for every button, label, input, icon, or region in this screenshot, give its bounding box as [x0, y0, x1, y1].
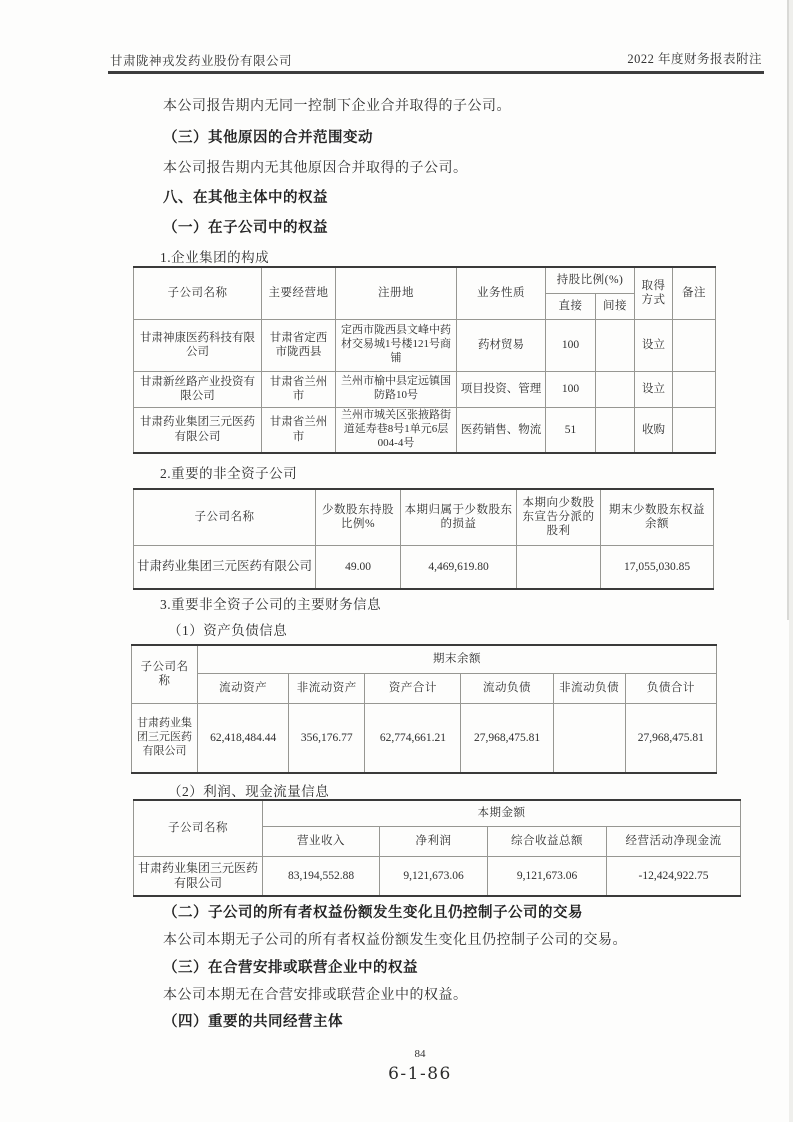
column-header-comprehensive-income: 综合收益总额	[488, 826, 607, 856]
scan-edge-shade	[789, 0, 793, 1122]
heading-important-non-wholly-owned: 2.重要的非全资子公司	[160, 466, 298, 481]
column-header-total-liabilities: 负债合计	[625, 673, 716, 703]
cell-non-current-assets: 356,176.77	[289, 703, 365, 773]
cell-registered-place: 兰州市榆中县定远镇国防路10号	[336, 371, 457, 407]
cell-minority-ratio: 49.00	[316, 545, 401, 589]
table-row	[132, 703, 717, 773]
cell-acquire-method: 设立	[635, 371, 673, 407]
cell-comprehensive-income: 9,121,673.06	[488, 856, 607, 896]
cell-net-profit: 9,121,673.06	[380, 856, 488, 896]
table-row	[134, 545, 714, 589]
column-header-remark: 备注	[673, 267, 716, 319]
column-header-non-current-assets: 非流动资产	[289, 673, 365, 703]
table-row	[134, 371, 716, 407]
paragraph-no-other-reason: 本公司报告期内无其他原因合并取得的子公司。	[163, 161, 468, 176]
heading-asset-liability-info: （1）资产负债信息	[168, 623, 288, 638]
cell-main-place: 甘肃省兰州市	[262, 371, 336, 407]
header-company-name: 甘肃陇神戎发药业股份有限公司	[110, 54, 293, 68]
cell-indirect-ratio	[596, 371, 635, 407]
paragraph-no-same-control-merger: 本公司报告期内无同一控制下企业合并取得的子公司。	[163, 99, 511, 114]
cell-subsidiary-name: 甘肃药业集团三元医药有限公司	[132, 703, 198, 773]
heading-equity-share-change: （二）子公司的所有者权益份额发生变化且仍控制子公司的交易	[163, 905, 583, 921]
cell-business-nature: 药材贸易	[457, 319, 546, 371]
table-row	[134, 856, 741, 896]
cell-remark	[673, 407, 716, 453]
column-header-registered-place: 注册地	[336, 267, 457, 319]
cell-subsidiary-name: 甘肃神康医药科技有限公司	[134, 319, 262, 371]
cell-registered-place: 兰州市城关区张掖路街道延寿巷8号1单元6层004-4号	[336, 407, 457, 453]
table-non-wholly-owned	[133, 488, 714, 590]
heading-profit-cashflow-info: （2）利润、现金流量信息	[168, 784, 330, 799]
column-header-net-profit: 净利润	[380, 826, 488, 856]
cell-current-assets: 62,418,484.44	[198, 703, 289, 773]
column-header-main-place: 主要经营地	[262, 267, 336, 319]
column-header-shareholding-ratio: 持股比例(%)	[546, 267, 635, 293]
table-header-row	[134, 800, 741, 826]
cell-operating-cashflow: -12,424,922.75	[607, 856, 741, 896]
column-header-minority-ratio: 少数股东持股比例%	[316, 489, 401, 545]
cell-indirect-ratio	[596, 407, 635, 453]
table-header-row	[132, 645, 717, 673]
cell-main-place: 甘肃省兰州市	[262, 407, 336, 453]
cell-minority-equity: 17,055,030.85	[601, 545, 714, 589]
table-row	[134, 319, 716, 371]
column-header-minority-dividend: 本期向少数股东宣告分派的股利	[517, 489, 601, 545]
column-header-total-assets: 资产合计	[365, 673, 461, 703]
paragraph-no-joint-arrangement: 本公司本期无在合营安排或联营企业中的权益。	[163, 988, 468, 1003]
cell-direct-ratio: 51	[546, 407, 596, 453]
cell-subsidiary-name: 甘肃药业集团三元医药有限公司	[134, 407, 262, 453]
column-group-current-amount: 本期金额	[263, 800, 741, 826]
cell-current-liabilities: 27,968,475.81	[461, 703, 553, 773]
cell-remark	[673, 371, 716, 407]
cell-direct-ratio: 100	[546, 371, 596, 407]
table-group-composition	[133, 266, 716, 454]
column-header-subsidiary: 子公司名称	[132, 645, 198, 703]
table-header-row	[134, 489, 714, 545]
cell-indirect-ratio	[596, 319, 635, 371]
column-header-revenue: 营业收入	[263, 826, 380, 856]
header-rule	[108, 71, 764, 74]
cell-minority-dividend	[517, 545, 601, 589]
column-header-acquire-method: 取得方式	[635, 267, 673, 319]
cell-business-nature: 医药销售、物流	[457, 407, 546, 453]
cell-total-liabilities: 27,968,475.81	[625, 703, 716, 773]
heading-key-financial-info: 3.重要非全资子公司的主要财务信息	[160, 597, 382, 612]
column-header-subsidiary: 子公司名称	[134, 489, 316, 545]
column-header-subsidiary: 子公司名称	[134, 800, 263, 856]
column-header-indirect: 间接	[596, 293, 635, 319]
table-header-row	[134, 267, 716, 293]
cell-registered-place: 定西市陇西县文峰中药材交易城1号楼121号商铺	[336, 319, 457, 371]
heading-interest-in-subsidiaries: （一）在子公司中的权益	[163, 220, 328, 236]
heading-section-eight: 八、在其他主体中的权益	[163, 190, 328, 206]
column-header-direct: 直接	[546, 293, 596, 319]
table-profit-cashflow	[133, 799, 741, 897]
scan-edge-line	[787, 0, 789, 620]
document-code: 6-1-86	[388, 1064, 452, 1084]
column-header-current-assets: 流动资产	[198, 673, 289, 703]
cell-acquire-method: 收购	[635, 407, 673, 453]
cell-direct-ratio: 100	[546, 319, 596, 371]
heading-group-composition: 1.企业集团的构成	[160, 250, 270, 265]
column-header-subsidiary: 子公司名称	[134, 267, 262, 319]
table-asset-liability	[131, 644, 717, 774]
table-row	[134, 407, 716, 453]
page-number: 84	[414, 1048, 426, 1060]
cell-subsidiary-name: 甘肃药业集团三元医药有限公司	[134, 545, 316, 589]
cell-remark	[673, 319, 716, 371]
column-header-minority-equity: 期末少数股东权益余额	[601, 489, 714, 545]
header-report-title: 2022 年度财务报表附注	[627, 52, 762, 66]
cell-main-place: 甘肃省定西市陇西县	[262, 319, 336, 371]
table-header-row	[132, 673, 717, 703]
heading-joint-operation: （四）重要的共同经营主体	[163, 1014, 343, 1030]
cell-subsidiary-name: 甘肃新丝路产业投资有限公司	[134, 371, 262, 407]
heading-joint-arrangement: （三）在合营安排或联营企业中的权益	[163, 960, 418, 976]
cell-business-nature: 项目投资、管理	[457, 371, 546, 407]
cell-acquire-method: 设立	[635, 319, 673, 371]
column-header-operating-cashflow: 经营活动净现金流	[607, 826, 741, 856]
column-header-non-current-liabilities: 非流动负债	[553, 673, 625, 703]
cell-subsidiary-name: 甘肃药业集团三元医药有限公司	[134, 856, 263, 896]
cell-non-current-liabilities	[553, 703, 625, 773]
heading-other-reason-scope-change: （三）其他原因的合并范围变动	[163, 130, 373, 146]
column-header-current-liabilities: 流动负债	[461, 673, 553, 703]
cell-total-assets: 62,774,661.21	[365, 703, 461, 773]
column-header-minority-profit: 本期归属于少数股东的损益	[401, 489, 517, 545]
cell-revenue: 83,194,552.88	[263, 856, 380, 896]
cell-minority-profit: 4,469,619.80	[401, 545, 517, 589]
paragraph-no-equity-share-change: 本公司本期无子公司的所有者权益份额发生变化且仍控制子公司的交易。	[163, 933, 627, 948]
column-header-business-nature: 业务性质	[457, 267, 546, 319]
column-group-ending-balance: 期末余额	[198, 645, 717, 673]
